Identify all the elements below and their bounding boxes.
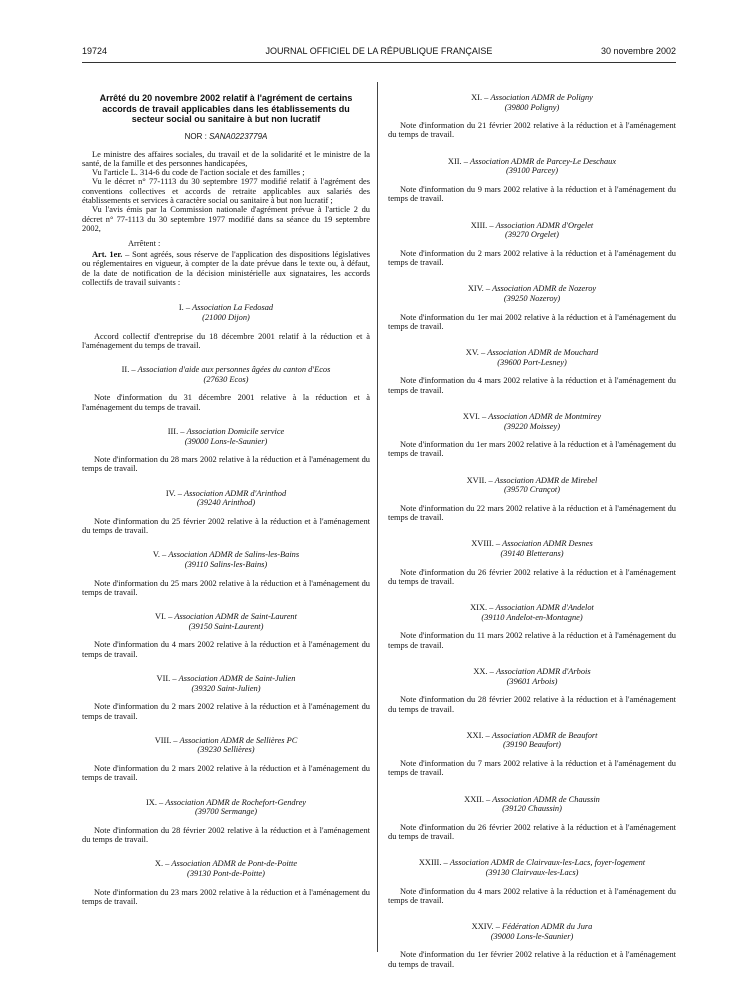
entry-title [388,858,676,868]
entry-heading [388,348,676,367]
entry-place: (39230 Sellières) [197,745,255,755]
entry-note: Note d'information du 2 mars 2002 relative à la réduction et à l'aménagement du temps de travail. [82,702,370,721]
entry-association-name: Fédération ADMR du Jura [502,922,593,932]
entry-association-name: Association ADMR d'Arbois [495,667,591,677]
entry-place: (39601 Arbois) [506,676,558,686]
entry-place: (39140 Bletterans) [500,549,564,559]
entry-place: (39120 Chaussin) [502,804,562,814]
agreement-entry [388,93,676,140]
entry-association-name: Association ADMR de Beaufort [491,730,598,740]
entry-place: (39130 Clairvaux-les-Lacs) [485,867,579,877]
entry-note: Note d'information du 4 mars 2002 relative à la réduction et à l'aménagement du temps de travail. [82,640,370,659]
agreement-entry [388,348,676,395]
issue-date: 30 novembre 2002 [600,46,676,56]
entry-association-name: Association ADMR de Saint-Laurent [174,612,297,622]
entry-note: Note d'information du 2 mars 2002 relative à la réduction et à l'aménagement du temps de travail. [82,764,370,783]
header-rule [82,62,676,63]
entry-note: Note d'information du 28 mars 2002 relative à la réduction et à l'aménagement du temps de travail. [82,455,370,474]
entry-note: Note d'information du 9 mars 2002 relative à la réduction et à l'aménagement du temps de travail. [388,184,676,204]
preamble-paragraph: Vu le décret n° 77-1113 du 30 septembre 1977 modifié relatif à l'agrément des conventions collectives et accords de retraite applicables aux salariés des établissements et services à caractère social ou sanitaire à but non lucratif ; [82,177,370,205]
entry-association-name: Association ADMR de Rochefort-Gendrey [165,797,307,807]
nor-value: SANA0223779A [209,131,268,141]
entry-heading [82,612,370,631]
entry-heading [82,427,370,446]
entry-note: Note d'information du 25 mars 2002 relative à la réduction et à l'aménagement du temps de travail. [82,578,370,597]
entry-association-name: Association La Fedosad [192,303,274,313]
entry-place: (39110 Salins-les-Bains) [184,560,268,570]
entry-association-name: Association ADMR d'Orgelet [495,220,594,230]
agreement-entry [82,736,370,783]
entry-number: IV. – [165,488,182,498]
agreement-entry [388,221,676,268]
entry-association-name: Association ADMR d'Andelot [495,603,594,613]
entry-heading [82,674,370,693]
entry-place: (39190 Beaufort) [503,740,561,750]
entry-note: Note d'information du 25 février 2002 relative à la réduction et à l'aménagement du temps de travail. [82,516,370,536]
entry-number: XI. – [471,93,489,102]
entry-association-name: Association ADMR de Pont-de-Poitte [171,859,298,869]
entry-association-name: Association ADMR de Saint-Julien [178,674,296,684]
entry-title [388,731,676,741]
entry-heading [82,859,370,878]
agreement-entry [388,731,676,778]
entry-number: III. – [167,426,185,436]
agreement-entry [82,427,370,474]
entry-number: XXII. – [464,794,491,804]
entry-association-name: Association ADMR de Sellières PC [179,735,298,745]
entry-heading [388,667,676,686]
entry-number: XXIV. – [471,922,500,932]
entry-title [388,284,676,294]
entry-heading [388,922,676,941]
entry-title [82,303,370,313]
entry-place: (39100 Parcey) [505,166,558,176]
entry-title [82,365,370,375]
agreement-entry [82,550,370,597]
entry-note: Note d'information du 21 février 2002 relative à la réduction et à l'aménagement du temps de travail. [388,121,676,140]
entry-number: VI. – [155,612,173,622]
agreement-entry [388,858,676,905]
entry-note: Note d'information du 7 mars 2002 relative à la réduction et à l'aménagement du temps de travail. [388,759,676,778]
entry-note: Note d'information du 4 mars 2002 relative à la réduction et à l'aménagement du temps de travail. [388,376,676,395]
entry-title [82,489,370,499]
preamble-paragraph: Vu l'article L. 314-6 du code de l'action sociale et des familles ; [92,168,305,178]
entry-number: XII. – [447,156,468,166]
entry-title [388,348,676,358]
entry-place: (39270 Orgelet) [505,230,559,240]
entry-heading [388,858,676,877]
entry-note: Note d'information du 26 février 2002 relative à la réduction et à l'aménagement du temps de travail. [388,567,676,586]
nor-reference [82,132,370,141]
entry-title [388,539,676,549]
entry-title [388,795,676,805]
entry-association-name: Association ADMR de Clairvaux-les-Lacs, foyer-logement [449,858,646,868]
entry-association-name: Association ADMR de Montmirey [488,411,602,421]
entry-number: XXIII. – [418,858,448,868]
right-column [388,93,676,986]
agreement-entry [388,157,676,204]
entry-number: XVI. – [462,411,487,421]
entry-place: (39000 Lons-le-Saunier) [490,931,574,941]
entry-title [388,667,676,677]
entry-association-name: Association ADMR de Parcey-Le Deschaux [470,156,617,166]
decree-title: Arrêté du 20 novembre 2002 relatif à l'agrément de certains accords de travail applicables dans les établissements du secteur social ou sanitaire à but non lucratif [99,93,353,124]
entry-number: VII. – [156,674,177,684]
entry-title [388,603,676,613]
entry-number: XIII. – [470,220,494,230]
agreement-entry [388,476,676,523]
entry-note: Note d'information du 1er mars 2002 relative à la réduction et à l'aménagement du temps de travail. [388,440,676,459]
entry-note: Note d'information du 2 mars 2002 relative à la réduction et à l'aménagement du temps de travail. [388,248,676,268]
entry-association-name: Association ADMR Desnes [502,539,593,549]
entry-title [82,550,370,560]
entry-place: (39150 Saint-Laurent) [188,621,264,631]
left-section-list [82,303,370,906]
entry-place: (21000 Dijon) [202,312,250,322]
entry-note: Note d'information du 1er février 2002 relative à la réduction et à l'aménagement du temps de travail. [388,950,676,969]
entry-title [388,476,676,486]
entry-title [82,427,370,437]
agreement-entry [388,539,676,586]
arretent-heading: Arrêtent : [128,239,161,249]
entry-heading [388,603,676,622]
entry-title [388,93,676,103]
entry-association-name: Association d'aide aux personnes âgées du canton d'Ecos [137,365,331,375]
entry-place: (39110 Andelot-en-Montagne) [481,612,583,622]
entry-number: IX. – [145,797,164,807]
left-column [82,93,370,921]
entry-number: X. – [154,859,170,869]
entry-place: (39570 Crançot) [503,485,561,495]
entry-title [388,922,676,932]
entry-note: Note d'information du 22 mars 2002 relative à la réduction et à l'aménagement du temps de travail. [388,503,676,523]
entry-place: (39130 Pont-de-Poitte) [187,868,265,878]
entry-title [82,736,370,746]
article-label: Art. 1er. [92,250,123,260]
agreement-entry [388,284,676,331]
journal-title: JOURNAL OFFICIEL DE LA RÉPUBLIQUE FRANÇAISE [265,46,493,56]
entry-title [82,674,370,684]
entry-heading [388,412,676,431]
entry-heading [388,157,676,176]
entry-note: Note d'information du 1er mai 2002 relative à la réduction et à l'aménagement du temps de travail. [388,312,676,331]
agreement-entry [388,922,676,969]
entry-number: XIX. – [470,603,494,613]
entry-heading [388,221,676,240]
entry-place: (39250 Nozeroy) [503,293,561,303]
entry-place: (39700 Sermange) [194,807,258,817]
entry-heading [388,795,676,814]
entry-place: (39600 Port-Lesney) [497,357,567,367]
agreement-entry [388,603,676,650]
entry-title [388,157,676,167]
entry-heading [82,550,370,569]
entry-note: Note d'information du 23 mars 2002 relative à la réduction et à l'aménagement du temps de travail. [82,887,370,906]
entry-number: XXI. – [466,730,490,740]
entry-heading [82,798,370,817]
entry-title [82,798,370,808]
entry-place: (27630 Ecos) [203,374,249,384]
agreement-entry [82,489,370,536]
right-section-list [388,93,676,969]
agreement-entry [82,798,370,845]
agreement-entry [82,859,370,906]
entry-place: (39220 Moissey) [503,421,561,431]
entry-number: XV. – [465,348,486,358]
entry-place: (39240 Arinthod) [196,498,256,508]
entry-number: I. – [178,303,191,313]
entry-place: (39800 Poligny) [504,102,560,112]
entry-note: Note d'information du 11 mars 2002 relative à la réduction et à l'aménagement du temps de travail. [388,631,676,650]
entry-note: Note d'information du 31 décembre 2001 relative à la réduction et à l'aménagement du temps de travail. [82,393,370,412]
entry-note: Note d'information du 28 février 2002 relative à la réduction et à l'aménagement du temps de travail. [82,825,370,845]
entry-note: Note d'information du 4 mars 2002 relative à la réduction et à l'aménagement du temps de travail. [388,886,676,905]
entry-title [388,412,676,422]
column-divider [377,82,378,952]
entry-association-name: Association ADMR d'Arinthod [184,488,287,498]
agreement-entry [82,303,370,350]
article-text: – Sont agréés, sous réserve de l'application des dispositions législatives ou réglementaires en vigueur, à compter de la date prévue dans le texte ou, à défaut, de la date de notification de la décision ministérielle aux signataires, les accords collectifs de travail suivants : [82,250,371,288]
agreement-entry [82,674,370,721]
entry-association-name: Association Domicile service [186,426,285,436]
agreement-entry [82,612,370,659]
entry-note: Note d'information du 26 février 2002 relative à la réduction et à l'aménagement du temps de travail. [388,822,676,842]
page-number: 19724 [82,46,108,56]
entry-number: XVIII. – [471,539,501,549]
entry-association-name: Association ADMR de Nozeroy [492,284,597,294]
entry-heading [82,736,370,755]
entry-note: Note d'information du 28 février 2002 relative à la réduction et à l'aménagement du temps de travail. [388,695,676,714]
entry-heading [388,284,676,303]
entry-heading [82,489,370,508]
entry-number: XIV. – [467,284,491,294]
entry-heading [388,539,676,558]
agreement-entry [82,365,370,412]
preamble-paragraph: Vu l'avis émis par la Commission nationale d'agrément prévue à l'article 2 du décret n° 77-1113 du 30 septembre 1977 modifié dans sa séance du 19 septembre 2002, [82,205,370,233]
entry-heading [82,365,370,384]
page-header [82,46,676,60]
agreement-entry [388,795,676,842]
agreement-entry [388,412,676,459]
entry-heading [388,731,676,750]
preamble-paragraph: Le ministre des affaires sociales, du travail et de la solidarité et le ministre de la santé, de la famille et des personnes handicapées, [82,149,370,168]
entry-association-name: Association ADMR de Chaussin [492,794,600,804]
article-1 [82,250,370,287]
entry-association-name: Association ADMR de Poligny [490,93,593,102]
entry-number: VIII. – [154,735,178,745]
entry-number: V. – [152,550,167,560]
entry-number: XX. – [473,667,494,677]
entry-place: (39320 Saint-Julien) [191,683,261,693]
entry-title [388,221,676,231]
entry-heading [388,93,676,112]
entry-heading [388,476,676,495]
entry-association-name: Association ADMR de Mouchard [487,348,599,358]
entry-number: II. – [121,365,136,375]
nor-label: NOR : [184,131,207,141]
entry-title [82,612,370,622]
entry-note: Accord collectif d'entreprise du 18 décembre 2001 relatif à la réduction et à l'aménagement du temps de travail. [82,331,370,350]
entry-title [82,859,370,869]
entry-association-name: Association ADMR de Salins-les-Bains [168,550,300,560]
entry-number: XVII. – [466,475,493,485]
entry-association-name: Association ADMR de Mirebel [494,475,598,485]
agreement-entry [388,667,676,714]
entry-place: (39000 Lons-le-Saunier) [184,436,268,446]
entry-heading [82,303,370,322]
